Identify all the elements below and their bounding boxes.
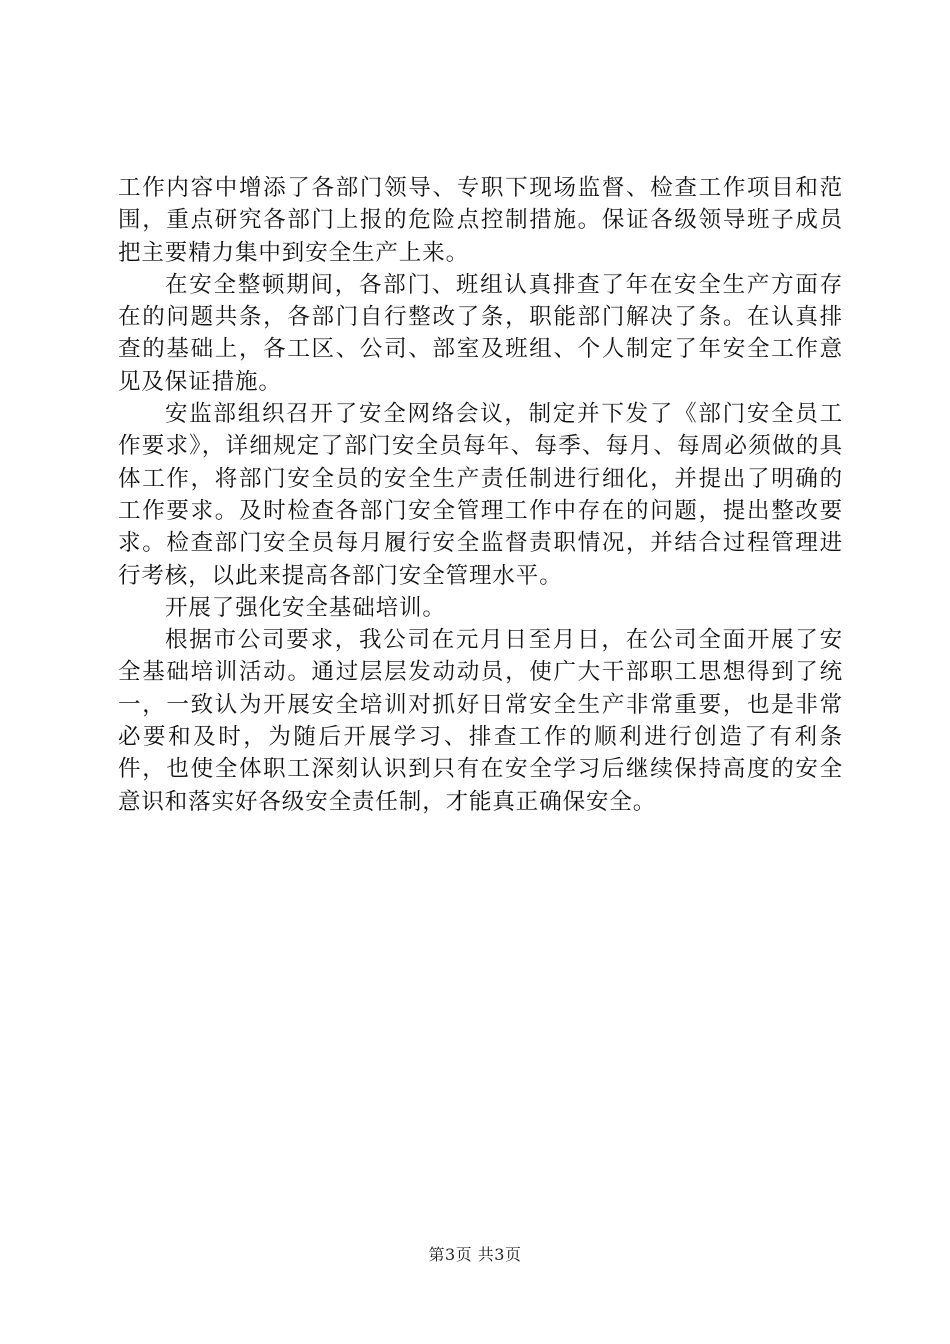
paragraph-1: 工作内容中增添了各部门领导、专职下现场监督、检查工作项目和范围，重点研究各部门上报的危险点控制措施。保证各级领导班子成员把主要精力集中到安全生产上来。 bbox=[118, 175, 843, 266]
paragraph-5: 根据市公司要求，我公司在元月日至月日，在公司全面开展了安全基础培训活动。通过层层发动动员，使广大干部职工思想得到了统一，一致认为开展安全培训对抓好日常安全生产非常重要，也是非常必要和及时，为随后开展学习、排查工作的顺利进行创造了有利条件，也使全体职工深刻认识到只有在安全学习后继续保持高度的安全意识和落实好各级安全责任制，才能真正确保安全。 bbox=[118, 627, 843, 815]
document-body bbox=[118, 172, 843, 818]
page-footer: 第3页 共3页 bbox=[428, 1245, 522, 1264]
paragraph-3: 安监部组织召开了安全网络会议，制定并下发了《部门安全员工作要求》，详细规定了部门安全员每年、每季、每月、每周必须做的具体工作，将部门安全员的安全生产责任制进行细化，并提出了明确的工作要求。及时检查各部门安全管理工作中存在的问题，提出整改要求。检查部门安全员每月履行安全监督责职情况，并结合过程管理进行考核，以此来提高各部门安全管理水平。 bbox=[118, 401, 843, 589]
paragraph-4: 开展了强化安全基础培训。 bbox=[165, 594, 446, 621]
paragraph-2: 在安全整顿期间，各部门、班组认真排查了年在安全生产方面存在的问题共条，各部门自行整改了条，职能部门解决了条。在认真排查的基础上，各工区、公司、部室及班组、个人制定了年安全工作意见及保证措施。 bbox=[118, 271, 843, 395]
